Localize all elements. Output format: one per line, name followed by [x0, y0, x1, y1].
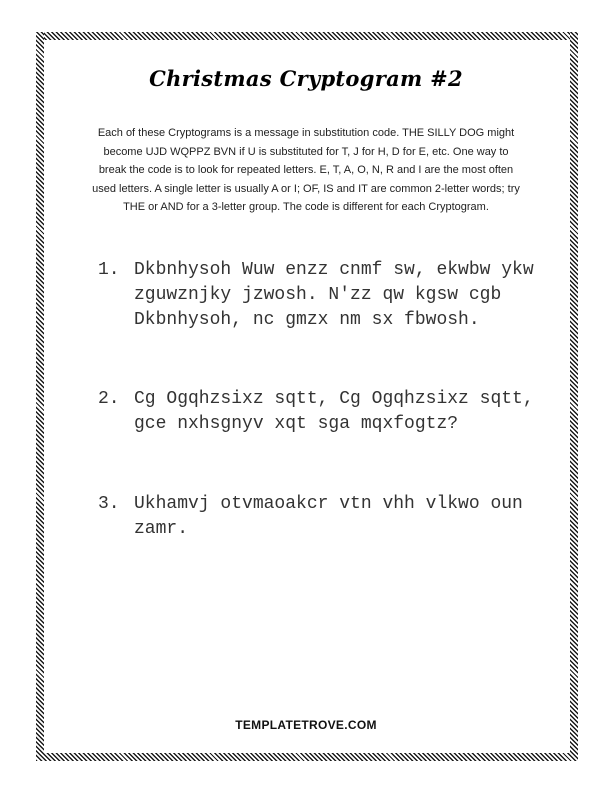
cryptogram-3 [98, 492, 568, 542]
cryptogram-1 [98, 258, 568, 333]
footer-site-link[interactable]: TEMPLATETROVE.COM [235, 718, 377, 732]
cryptogram-text: Cg Ogqhzsixz sqtt, Cg Ogqhzsixz sqtt, gce nxhsgnyv xqt sga mqxfogtz? [134, 389, 545, 434]
border-right [570, 32, 578, 761]
cryptogram-number: 2. [98, 389, 120, 409]
cryptogram-text: Ukhamvj otvmaoakcr vtn vhh vlkwo oun zamr. [134, 494, 534, 539]
cryptogram-number: 3. [98, 494, 120, 514]
instructions-paragraph: Each of these Cryptograms is a message in substitution code. THE SILLY DOG might become UJD WQPPZ BVN if U is substituted for T, J for H, D for E, etc. One way to break the code is to look for repeated letters. E, T, A, O, N, R and I are the most often used letters. A single letter is usually A or I; OF, IS and IT are common 2-letter words; try THE or AND for a 3-letter group. The code is different for each Cryptogram. [92, 127, 520, 214]
border-top [36, 32, 578, 40]
cryptogram-2 [98, 387, 568, 437]
border-bottom [36, 753, 578, 761]
cryptogram-text: Dkbnhysoh Wuw enzz cnmf sw, ekwbw ykw zguwznjky jzwosh. N'zz qw kgsw cgb Dkbnhysoh, nc gmzx nm sx fbwosh. [134, 260, 545, 330]
cryptogram-number: 1. [98, 260, 120, 280]
page-title: Christmas Cryptogram #2 [149, 66, 463, 91]
border-left [36, 32, 44, 761]
